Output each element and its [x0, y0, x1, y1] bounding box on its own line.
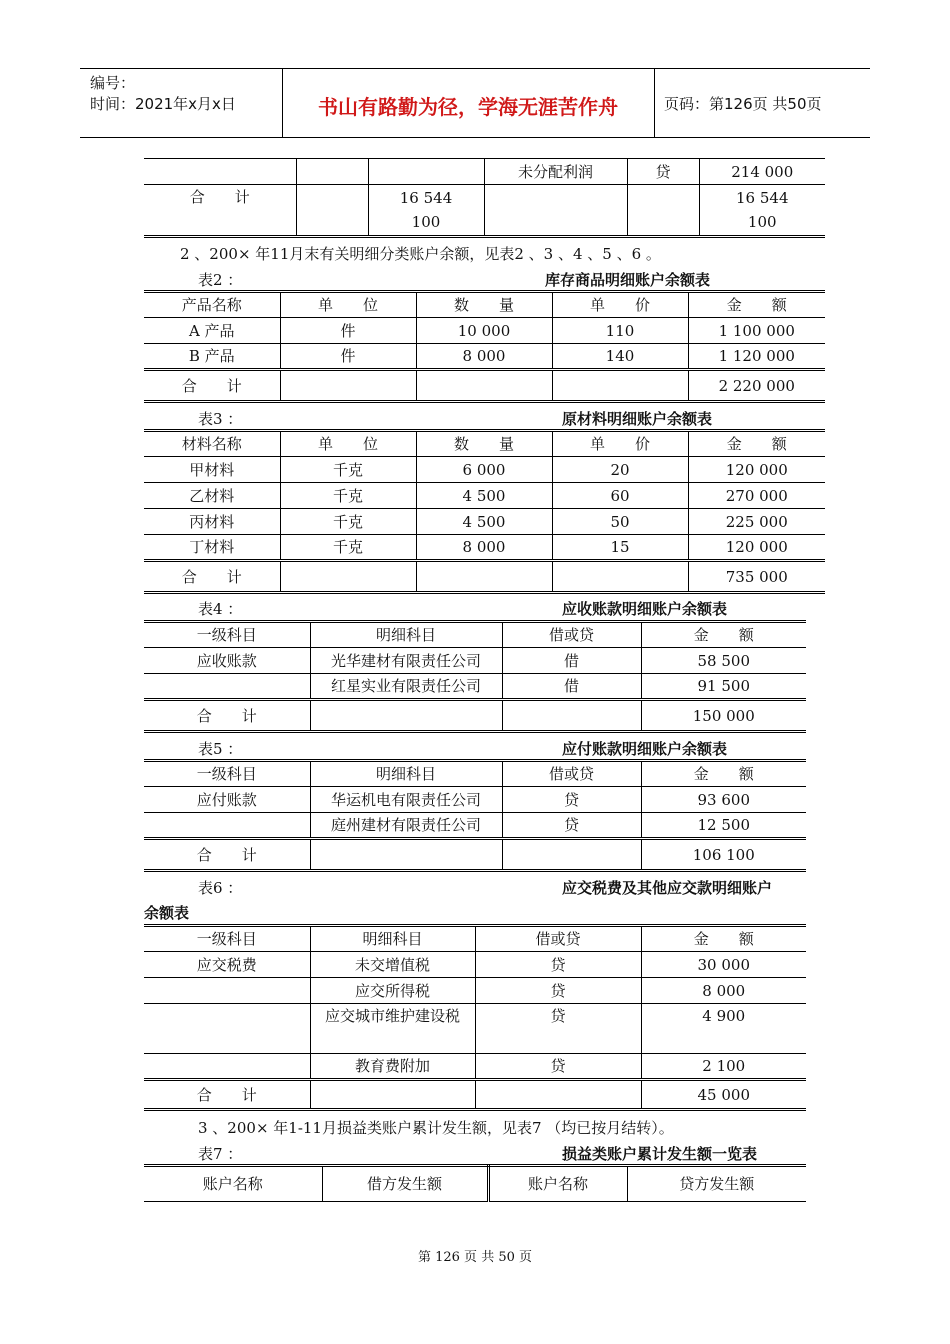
table3-label: 表3 ：: [198, 410, 243, 428]
table4-title: 应收账款明细账户余额表: [562, 600, 728, 618]
table-header-row: 一级科目 明细科目 借或贷 金 额: [144, 761, 806, 787]
table-row: 甲材料 千克 6 000 20 120 000: [144, 457, 825, 483]
table-header-row: 一级科目 明细科目 借或贷 金 额: [144, 926, 806, 952]
table-row: 应付账款 华运机电有限责任公司 贷 93 600: [144, 787, 806, 813]
page-indicator: 页码：第126页 共50页: [664, 95, 822, 113]
table5-title: 应付账款明细账户余额表: [562, 740, 728, 758]
table-row: 丙材料 千克 4 500 50 225 000: [144, 509, 825, 535]
table-taxes: [144, 924, 806, 1111]
table-row: 应收账款 光华建材有限责任公司 借 58 500: [144, 648, 806, 674]
table-row: 丁材料 千克 8 000 15 120 000: [144, 535, 825, 561]
table-total-row: 合 计 106 100: [144, 839, 806, 871]
table-row: 乙材料 千克 4 500 60 270 000: [144, 483, 825, 509]
page-header: [80, 68, 870, 138]
table6-label: 表6 ：: [198, 879, 243, 897]
page-footer: 第 126 页 共 50 页: [417, 1250, 533, 1265]
table-payables: [144, 759, 806, 872]
header-meta: [90, 73, 236, 115]
table-total-row: 合 计 735 000: [144, 561, 825, 593]
table-row: 庭州建材有限责任公司 贷 12 500: [144, 813, 806, 839]
table-row: 应交城市维护建设税 贷 4 900: [144, 1004, 806, 1054]
table-total-row: 合 计 45 000: [144, 1080, 806, 1110]
table2-label: 表2 ：: [198, 271, 243, 289]
table-balance-fragment: [144, 158, 825, 238]
header-divider: [654, 69, 655, 137]
table7-title: 损益类账户累计发生额一览表: [562, 1145, 758, 1163]
table-inventory: [144, 290, 825, 403]
doc-number: 编号：: [90, 74, 136, 92]
table-header-row: 一级科目 明细科目 借或贷 金 额: [144, 622, 806, 648]
paragraph-2: 2 、200× 年11月末有关明细分类账户余额，见表2 、3 、4 、5 、6 。: [180, 245, 661, 263]
table-row: A 产品 件 10 000 110 1 100 000: [144, 318, 825, 344]
table4-label: 表4 ：: [198, 600, 243, 618]
table-header-row: 账户名称 借方发生额 账户名称 贷方发生额: [144, 1166, 806, 1202]
table3-title: 原材料明细账户余额表: [562, 410, 713, 428]
table5-label: 表5 ：: [198, 740, 243, 758]
table-header-row: 产品名称 单 位 数 量 单 价 金 额: [144, 292, 825, 318]
table-total-row: 合 计 150 000: [144, 700, 806, 732]
table-row: 合 计 16 544 100 16 544 100: [144, 185, 825, 237]
table-income-accounts: [144, 1164, 806, 1202]
table-row: 应交所得税 贷 8 000: [144, 978, 806, 1004]
table-row: B 产品 件 8 000 140 1 120 000: [144, 344, 825, 370]
table-receivables: [144, 620, 806, 733]
table-row: 未分配利润 贷 214 000: [144, 159, 825, 185]
motto: 书山有路勤为径，学海无涯苦作舟: [318, 95, 618, 119]
table-row: 应交税费 未交增值税 贷 30 000: [144, 952, 806, 978]
table6-title-cont: 余额表: [144, 904, 190, 922]
table-row: 红星实业有限责任公司 借 91 500: [144, 674, 806, 700]
table-header-row: 材料名称 单 位 数 量 单 价 金 额: [144, 431, 825, 457]
table-row: 教育费附加 贷 2 100: [144, 1054, 806, 1080]
table2-title: 库存商品明细账户余额表: [545, 271, 711, 289]
paragraph-3: 3 、200× 年1-11月损益类账户累计发生额，见表7 （均已按月结转）。: [198, 1119, 674, 1137]
doc-time: 时间：2021年x月x日: [90, 95, 236, 113]
table-total-row: 合 计 2 220 000: [144, 370, 825, 402]
table7-label: 表7 ：: [198, 1145, 243, 1163]
table6-title: 应交税费及其他应交款明细账户: [562, 879, 773, 897]
table-materials: [144, 429, 825, 594]
